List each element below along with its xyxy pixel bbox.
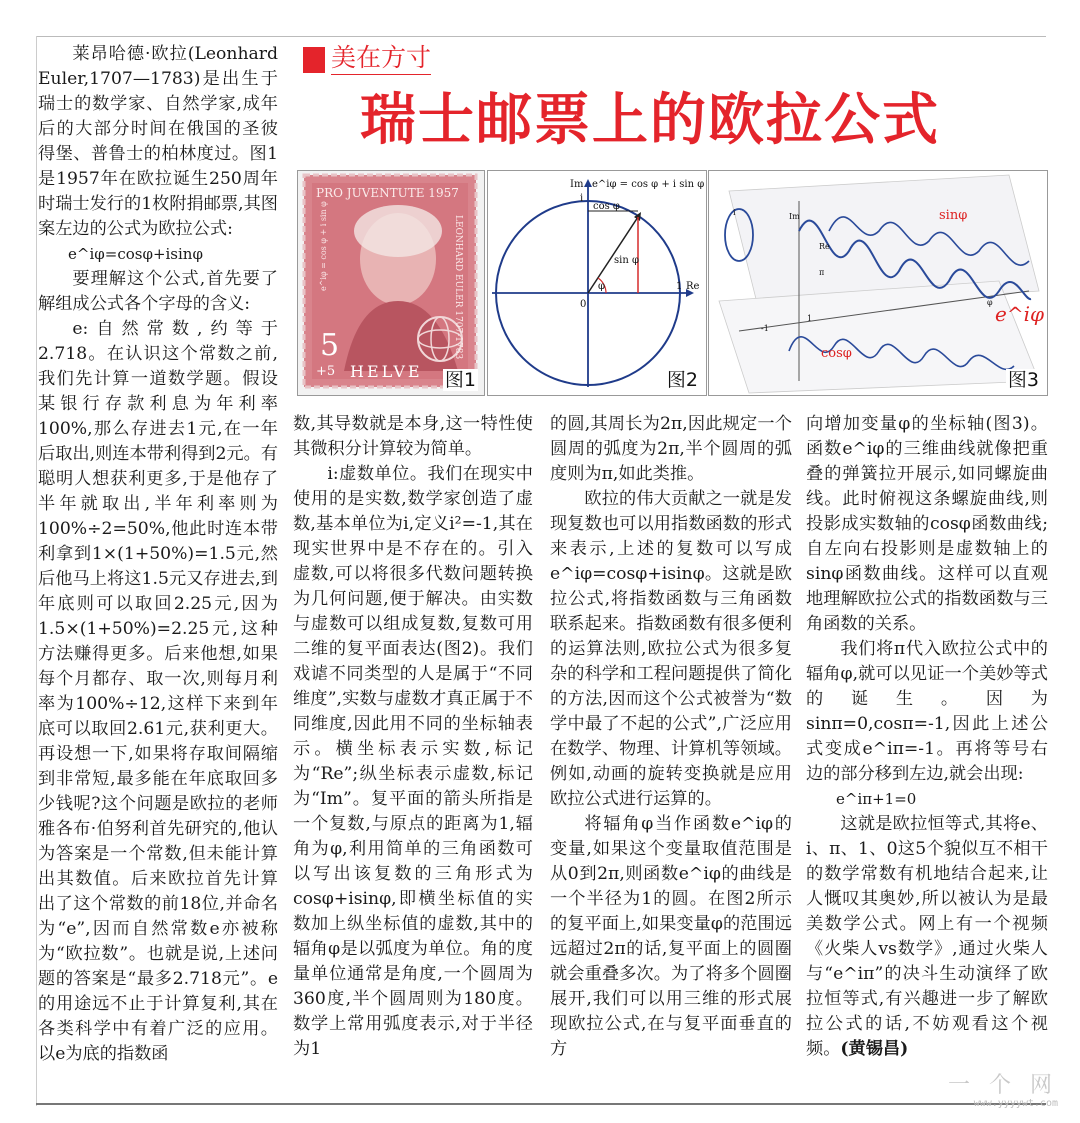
text-column-4 [806,412,1048,1062]
one-label: 1 [807,314,813,323]
pi-label: π [819,268,825,277]
im-axis-label: Im [570,179,584,190]
origin-label: 0 [580,299,587,310]
section-tag-text: 美在方寸 [331,44,431,75]
text-column-3 [550,412,792,1062]
derivative-paragraph: 数,其导数就是本身,这一特性使其微积分计算较为简单。 [293,414,533,459]
watermark-url: www.yyyywt.com [973,1098,1058,1109]
stamp-plus: +5 [316,364,336,379]
phi-axis-label: φ [987,298,993,307]
cos-label: cos φ [593,201,620,212]
stamp-side-text: LEONHARD EULER 1707-1783 [453,215,463,360]
stamp-value: 5 [320,328,340,363]
top-rule [36,36,1046,37]
section-tag [303,44,431,75]
identity-formula-line: e^iπ+1=0 [836,790,917,808]
figure-2-complex-plane [487,170,707,396]
stamp-formula: e^iφ = cos φ + i sin φ [319,201,328,291]
figure-3-label: 图3 [1007,369,1039,391]
left-rule [36,36,37,1106]
i-label: i [733,208,736,217]
phi-label: φ [598,281,606,292]
author-credit: (黄锡昌) [840,1039,909,1059]
projection-paragraph: 向增加变量φ的坐标轴(图3)。函数e^iφ的三维曲线就像把重叠的弹簧拉开展示,如同螺旋曲线。此时俯视这条螺旋曲线,则投影成实数轴的cosφ函数曲线;自左向右投影则是虚数轴上的sinφ函数曲线。这样可以直观地理解欧拉公式的指数函数与三角函数的关系。 [806,414,1048,634]
e-paragraph: e:自然常数,约等于2.718。在认识这个常数之前,我们先计算一道数学题。假设某银行存款利息为年利率100%,那么存进去1元,在一年后取出,则连本带利得到2元。有聪明人想获利更多,于是他存了半年就取出,半年利率则为100%÷2=50%,他此时连本带利拿到1×(1+50%)=1.5元,然后他马上将这1.5元又存进去,到年底则可以取回2.25元,因为1.5×(1+50%)=2.25元,这种方法赚得更多。后来他想,如果每个月都存、取一次,则每月利率为100%÷12,这样下来到年底可以取回2.61元,获利更大。再设想一下,如果将存取间隔缩到非常短,最多能在年底取回多少钱呢?这个问题是欧拉的老师雅各布·伯努利首先研究的,他认为答案是一个常数,但未能计算出其数值。后来欧拉首先计算出了这个常数的前18位,并命名为“e”,因而自然常数e亦被称为“欧拉数”。也就是说,上述问题的答案是“最多2.718元”。e的用途远不止于计算复利,其在各类科学中有着广泛的应用。以e为底的指数函 [38,319,278,1064]
contribution-paragraph: 欧拉的伟大贡献之一就是发现复数也可以用指数函数的形式来表示,上述的复数可以写成e^iφ=cosφ+isinφ。这就是欧拉公式,将指数函数与三角函数联系起来。指数函数有很多便利的运算法则,欧拉公式为很多复杂的科学和工程问题提供了简化的方法,因而这个公式被誉为“数学中最了不起的公式”,广泛应用在数学、物理、计算机等领域。例如,动画的旋转变换就是应用欧拉公式进行运算的。 [550,489,792,809]
complex-plane-diagram [488,171,706,395]
i-paragraph: i:虚数单位。我们在现实中使用的是实数,数学家创造了虚数,基本单位为i,定义i²=-1,其在现实世界中是不存在的。引入虚数,可以将很多代数问题转换为几何问题,便于解决。由实数与虚数可以组成复数,复数可用二维的复平面表达(图2)。我们戏谑不同类型的人是属于“不同维度”,实数与虚数才真正属于不同维度,因此用不同的坐标轴表示。横坐标表示实数,标记为“Re”;纵坐标表示虚数,标记为“Im”。复平面的箭头所指是一个复数,与原点的距离为1,辐角为φ,利用简单的三角函数可以写出该复数的三角形式为cosφ+isinφ,即横坐标值的实数加上纵坐标值的虚数,其中的辐角φ是以弧度为单位。角的度量单位通常是角度,一个圆周为360度,半个圆周则为180度。数学上常用弧度表示,对于半径为1 [293,464,533,1059]
im-label: Im [789,212,800,221]
text-column-2 [293,412,533,1062]
helix-paragraph: 将辐角φ当作函数e^iφ的变量,如果这个变量取值范围是从0到2π,则函数e^iφ的曲线是一个半径为1的圆。在图2所示的复平面上,如果变量φ的范围远远超过2π的话,复平面上的圆圈就会重叠多次。为了将多个圆圈展开,我们可以用三维的形式展现欧拉公式,在与复平面垂直的方 [550,814,792,1059]
identity-paragraph [806,812,1048,1062]
figure-1-stamp [297,170,485,396]
re-label: Re [819,242,830,251]
understand-paragraph: 要理解这个公式,首先要了解组成公式各个字母的含义: [38,269,278,314]
stamp-country: HELVE [350,362,423,381]
formula-label: e^iφ = cos φ + i sin φ [592,179,705,190]
figure-2-label: 图2 [666,369,698,391]
stamp-image [298,171,484,395]
helix-diagram [709,171,1047,395]
watermark: 一 个 网 [948,1073,1058,1098]
section-tag-square [303,47,325,73]
re-axis-label: Re [686,281,700,292]
figure-3-helix [708,170,1048,396]
sin-label: sin φ [614,255,639,266]
pi-paragraph: 我们将π代入欧拉公式中的辐角φ,就可以见证一个美妙等式的诞生。因为sinπ=0,cosπ=-1,因此上述公式变成e^iπ=-1。再将等号右边的部分移到左边,就会出现: [806,639,1048,784]
one-label: 1 [676,281,683,292]
identity-text: 这就是欧拉恒等式,其将e、i、π、1、0这5个貌似互不相干的数学常数有机地结合起来,让人慨叹其奥妙,所以被认为是最美数学公式。网上有一个视频《火柴人vs数学》,通过火柴人与“e^iπ”的决斗生动演绎了欧拉恒等式,有兴趣进一步了解欧拉公式的话,不妨观看这个视频。 [806,814,1048,1059]
text-column-1 [38,42,278,1067]
eiphi-label: e^iφ [995,302,1044,326]
radian-paragraph: 的圆,其周长为2π,因此规定一个圆周的弧度为2π,半个圆周的弧度则为π,如此类推。 [550,414,792,484]
intro-paragraph: 莱昂哈德·欧拉(Leonhard Euler,1707—1783)是出生于瑞士的数学家、自然学家,成年后的大部分时间在俄国的圣彼得堡、普鲁士的柏林度过。图1是1957年在欧拉诞生250周年时瑞士发行的1枚附捐邮票,其图案左边的公式为欧拉公式: [38,44,278,239]
euler-formula-line: e^iφ=cosφ+isinφ [68,245,203,263]
minus-one-label: -1 [761,324,769,333]
headline: 瑞士邮票上的欧拉公式 [360,88,940,153]
bottom-rule [36,1103,1046,1105]
cos-label: cosφ [821,346,852,361]
sin-label: sinφ [939,208,968,223]
im-unit-label: i [580,193,584,204]
stamp-top-text: PRO JUVENTUTE 1957 [316,186,459,200]
figure-1-label: 图1 [444,369,476,391]
